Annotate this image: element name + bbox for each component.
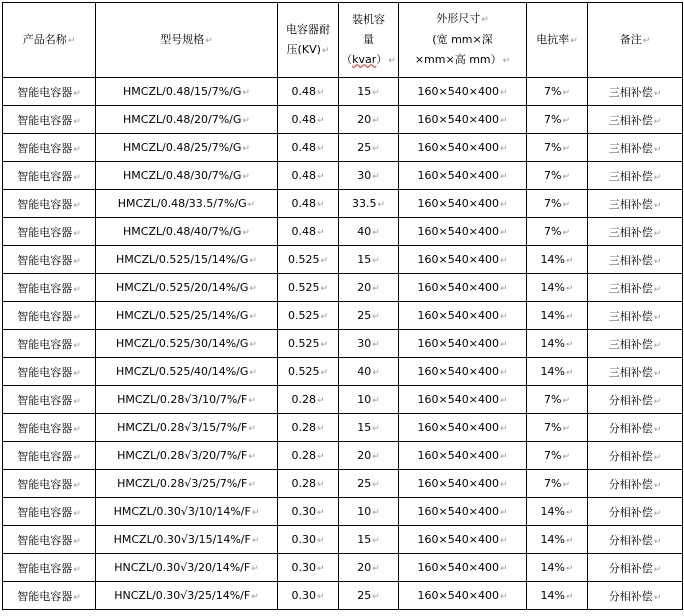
cell-reactance: 14%↵ <box>527 358 588 386</box>
cell-note: 三相补偿↵ <box>588 302 683 330</box>
table-row <box>3 442 683 470</box>
cell-model: HMCZL/0.48/40/7%/G↵ <box>96 218 278 246</box>
cell-model: HMCZL/0.30√3/15/14%/F↵ <box>96 526 278 554</box>
cell-capacity: 10↵ <box>339 386 399 414</box>
cell-voltage: 0.28↵ <box>278 414 339 442</box>
cell-name: 智能电容器↵ <box>3 358 96 386</box>
header-note: 备注↵ <box>588 3 683 78</box>
cell-reactance: 7%↵ <box>527 386 588 414</box>
spec-table <box>2 2 683 610</box>
cell-model: HMCZL/0.48/20/7%/G↵ <box>96 106 278 134</box>
cell-reactance: 14%↵ <box>527 554 588 582</box>
cell-model: HMCZL/0.525/25/14%/G↵ <box>96 302 278 330</box>
cell-reactance: 7%↵ <box>527 470 588 498</box>
table-row <box>3 358 683 386</box>
table-row <box>3 106 683 134</box>
cell-name: 智能电容器↵ <box>3 162 96 190</box>
table-row <box>3 190 683 218</box>
cell-voltage: 0.525↵ <box>278 358 339 386</box>
cell-capacity: 20↵ <box>339 274 399 302</box>
cell-voltage: 0.30↵ <box>278 554 339 582</box>
cell-reactance: 7%↵ <box>527 442 588 470</box>
cell-capacity: 15↵ <box>339 78 399 106</box>
table-row <box>3 162 683 190</box>
cell-voltage: 0.48↵ <box>278 106 339 134</box>
cell-name: 智能电容器↵ <box>3 190 96 218</box>
cell-dims: 160×540×400↵ <box>399 162 527 190</box>
cell-capacity: 15↵ <box>339 414 399 442</box>
cell-model: HMCZL/0.48/25/7%/G↵ <box>96 134 278 162</box>
cell-dims: 160×540×400↵ <box>399 414 527 442</box>
cell-model: HMCZL/0.28√3/10/7%/F↵ <box>96 386 278 414</box>
table-row <box>3 246 683 274</box>
cell-dims: 160×540×400↵ <box>399 302 527 330</box>
cell-capacity: 25↵ <box>339 582 399 610</box>
cell-dims: 160×540×400↵ <box>399 330 527 358</box>
cell-capacity: 30↵ <box>339 330 399 358</box>
header-name: 产品名称↵ <box>3 3 96 78</box>
cell-model: HMCZL/0.48/30/7%/G↵ <box>96 162 278 190</box>
cell-capacity: 20↵ <box>339 442 399 470</box>
cell-dims: 160×540×400↵ <box>399 274 527 302</box>
cell-capacity: 10↵ <box>339 498 399 526</box>
cell-voltage: 0.30↵ <box>278 526 339 554</box>
cell-voltage: 0.525↵ <box>278 302 339 330</box>
cell-dims: 160×540×400↵ <box>399 554 527 582</box>
cell-voltage: 0.48↵ <box>278 162 339 190</box>
cell-reactance: 7%↵ <box>527 190 588 218</box>
cell-voltage: 0.48↵ <box>278 78 339 106</box>
cell-note: 三相补偿↵ <box>588 190 683 218</box>
cell-dims: 160×540×400↵ <box>399 246 527 274</box>
cell-name: 智能电容器↵ <box>3 526 96 554</box>
cell-voltage: 0.525↵ <box>278 246 339 274</box>
cell-voltage: 0.28↵ <box>278 470 339 498</box>
cell-name: 智能电容器↵ <box>3 470 96 498</box>
cell-reactance: 7%↵ <box>527 162 588 190</box>
cell-dims: 160×540×400↵ <box>399 218 527 246</box>
header-voltage: 电容器耐 压(KV)↵ <box>278 3 339 78</box>
table-row <box>3 218 683 246</box>
table-row <box>3 554 683 582</box>
cell-dims: 160×540×400↵ <box>399 526 527 554</box>
cell-capacity: 15↵ <box>339 246 399 274</box>
cell-reactance: 7%↵ <box>527 134 588 162</box>
cell-model: HMCZL/0.525/20/14%/G↵ <box>96 274 278 302</box>
table-row <box>3 414 683 442</box>
cell-note: 三相补偿↵ <box>588 218 683 246</box>
cell-dims: 160×540×400↵ <box>399 106 527 134</box>
cell-dims: 160×540×400↵ <box>399 190 527 218</box>
cell-dims: 160×540×400↵ <box>399 358 527 386</box>
cell-voltage: 0.48↵ <box>278 134 339 162</box>
cell-name: 智能电容器↵ <box>3 330 96 358</box>
cell-name: 智能电容器↵ <box>3 106 96 134</box>
cell-reactance: 7%↵ <box>527 218 588 246</box>
cell-name: 智能电容器↵ <box>3 134 96 162</box>
cell-capacity: 20↵ <box>339 554 399 582</box>
table-header <box>3 3 683 78</box>
cell-name: 智能电容器↵ <box>3 218 96 246</box>
cell-dims: 160×540×400↵ <box>399 498 527 526</box>
cell-model: HMCZL/0.28√3/15/7%/F↵ <box>96 414 278 442</box>
cell-dims: 160×540×400↵ <box>399 442 527 470</box>
cell-note: 三相补偿↵ <box>588 162 683 190</box>
cell-name: 智能电容器↵ <box>3 274 96 302</box>
cell-dims: 160×540×400↵ <box>399 582 527 610</box>
table-body <box>3 78 683 610</box>
cell-name: 智能电容器↵ <box>3 302 96 330</box>
cell-name: 智能电容器↵ <box>3 78 96 106</box>
cell-model: HMCZL/0.525/40/14%/G↵ <box>96 358 278 386</box>
cell-name: 智能电容器↵ <box>3 442 96 470</box>
table-row <box>3 498 683 526</box>
cell-reactance: 14%↵ <box>527 302 588 330</box>
cell-model: HNCZL/0.30√3/20/14%/F↵ <box>96 554 278 582</box>
cell-note: 分相补偿↵ <box>588 526 683 554</box>
cell-note: 三相补偿↵ <box>588 274 683 302</box>
cell-note: 三相补偿↵ <box>588 330 683 358</box>
cell-capacity: 15↵ <box>339 526 399 554</box>
cell-name: 智能电容器↵ <box>3 554 96 582</box>
cell-capacity: 40↵ <box>339 218 399 246</box>
cell-reactance: 14%↵ <box>527 274 588 302</box>
cell-reactance: 14%↵ <box>527 330 588 358</box>
cell-note: 分相补偿↵ <box>588 554 683 582</box>
cell-model: HMCZL/0.30√3/10/14%/F↵ <box>96 498 278 526</box>
table-row <box>3 274 683 302</box>
cell-reactance: 7%↵ <box>527 106 588 134</box>
cell-note: 分相补偿↵ <box>588 582 683 610</box>
cell-model: HMCZL/0.28√3/20/7%/F↵ <box>96 442 278 470</box>
cell-reactance: 14%↵ <box>527 526 588 554</box>
table-row <box>3 526 683 554</box>
cell-name: 智能电容器↵ <box>3 498 96 526</box>
cell-voltage: 0.525↵ <box>278 274 339 302</box>
cell-capacity: 25↵ <box>339 470 399 498</box>
cell-note: 三相补偿↵ <box>588 106 683 134</box>
table-row <box>3 470 683 498</box>
table-row <box>3 302 683 330</box>
cell-reactance: 7%↵ <box>527 78 588 106</box>
cell-capacity: 25↵ <box>339 302 399 330</box>
cell-model: HMCZL/0.525/15/14%/G↵ <box>96 246 278 274</box>
header-reactance: 电抗率↵ <box>527 3 588 78</box>
cell-voltage: 0.30↵ <box>278 582 339 610</box>
table-row <box>3 386 683 414</box>
cell-model: HMCZL/0.48/33.5/7%/G↵ <box>96 190 278 218</box>
cell-voltage: 0.48↵ <box>278 218 339 246</box>
cell-name: 智能电容器↵ <box>3 582 96 610</box>
cell-capacity: 30↵ <box>339 162 399 190</box>
cell-capacity: 20↵ <box>339 106 399 134</box>
cell-voltage: 0.28↵ <box>278 442 339 470</box>
cell-note: 分相补偿↵ <box>588 498 683 526</box>
cell-model: HMCZL/0.525/30/14%/G↵ <box>96 330 278 358</box>
header-capacity: 装机容 量 （kvar）↵ <box>339 3 399 78</box>
cell-model: HMCZL/0.48/15/7%/G↵ <box>96 78 278 106</box>
cell-note: 分相补偿↵ <box>588 442 683 470</box>
cell-reactance: 14%↵ <box>527 582 588 610</box>
cell-reactance: 14%↵ <box>527 246 588 274</box>
cell-voltage: 0.28↵ <box>278 386 339 414</box>
cell-voltage: 0.525↵ <box>278 330 339 358</box>
cell-note: 三相补偿↵ <box>588 358 683 386</box>
table-row <box>3 582 683 610</box>
cell-capacity: 33.5↵ <box>339 190 399 218</box>
cell-note: 分相补偿↵ <box>588 414 683 442</box>
table-row <box>3 134 683 162</box>
cell-dims: 160×540×400↵ <box>399 134 527 162</box>
header-model: 型号规格↵ <box>96 3 278 78</box>
cell-dims: 160×540×400↵ <box>399 470 527 498</box>
table-row <box>3 78 683 106</box>
cell-name: 智能电容器↵ <box>3 386 96 414</box>
cell-note: 三相补偿↵ <box>588 134 683 162</box>
cell-dims: 160×540×400↵ <box>399 386 527 414</box>
cell-note: 分相补偿↵ <box>588 386 683 414</box>
cell-dims: 160×540×400↵ <box>399 78 527 106</box>
cell-note: 三相补偿↵ <box>588 246 683 274</box>
header-dimensions: 外形尺寸↵ (宽 mm×深 ×mm×高 mm）↵ <box>399 3 527 78</box>
cell-reactance: 14%↵ <box>527 498 588 526</box>
cell-reactance: 7%↵ <box>527 414 588 442</box>
cell-note: 三相补偿↵ <box>588 78 683 106</box>
cell-model: HMCZL/0.28√3/25/7%/F↵ <box>96 470 278 498</box>
table-row <box>3 330 683 358</box>
cell-capacity: 40↵ <box>339 358 399 386</box>
cell-name: 智能电容器↵ <box>3 414 96 442</box>
cell-voltage: 0.48↵ <box>278 190 339 218</box>
cell-name: 智能电容器↵ <box>3 246 96 274</box>
cell-note: 分相补偿↵ <box>588 470 683 498</box>
cell-voltage: 0.30↵ <box>278 498 339 526</box>
cell-capacity: 25↵ <box>339 134 399 162</box>
cell-model: HNCZL/0.30√3/25/14%/F↵ <box>96 582 278 610</box>
header-row <box>3 3 683 78</box>
